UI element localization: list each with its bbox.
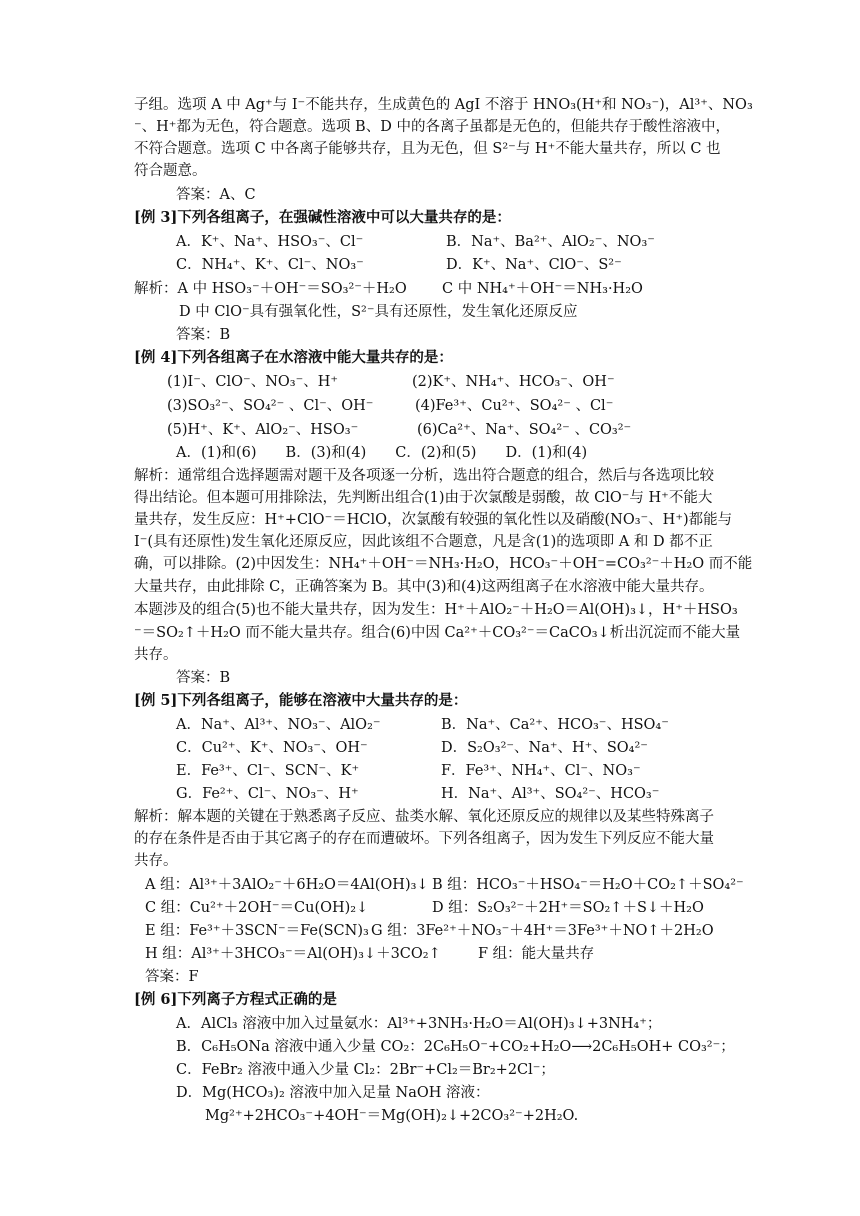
option-d: D．K⁺、Na⁺、ClO⁻、S²⁻ <box>446 257 622 273</box>
option-item: (6)Ca²⁺、Na⁺、SO₄²⁻ 、CO₃²⁻ <box>417 422 632 438</box>
reaction-line: A 组：Al³⁺＋3AlO₂⁻＋6H₂O＝4Al(OH)₃↓ <box>145 877 429 893</box>
option-c: C．Cu²⁺、K⁺、NO₃⁻、OH⁻ <box>176 740 368 756</box>
option-item: (2)K⁺、NH₄⁺、HCO₃⁻、OH⁻ <box>412 374 615 390</box>
example-5-title: [例 5]下列各组离子，能够在溶液中大量共存的是： <box>134 692 468 709</box>
analysis-line: D 中 ClO⁻具有强氧化性，S²⁻具有还原性，发生氧化还原反应 <box>179 304 578 320</box>
analysis-line: 本题涉及的组合(5)也不能大量共存，因为发生：H⁺＋AlO₂⁻＋H₂O＝Al(OH)₃↓，H⁺＋HSO₃ <box>134 602 738 618</box>
example-4-title: [例 4]下列各组离子在水溶液中能大量共存的是： <box>134 349 453 366</box>
reaction-line: F 组：能大量共存 <box>478 946 595 962</box>
analysis-line: 确，可以排除。(2)中因发生：NH₄⁺＋OH⁻＝NH₃·H₂O，HCO₃⁻＋OH⁻=CO₃²⁻＋H₂O 而不能 <box>134 556 753 572</box>
text-line: ⁻、H⁺都为无色，符合题意。选项 B、D 中的各离子虽都是无色的，但能共存于酸性溶液中， <box>134 119 730 135</box>
option-g: G．Fe²⁺、Cl⁻、NO₃⁻、H⁺ <box>176 786 359 802</box>
analysis-line: 量共存，发生反应：H⁺+ClO⁻＝HClO，次氯酸有较强的氧化性以及硝酸(NO₃⁻、H⁺)都能与 <box>134 512 733 528</box>
answer-line: 答案：B <box>176 670 231 686</box>
reaction-line: D 组：S₂O₃²⁻＋2H⁺＝SO₂↑＋S↓＋H₂O <box>432 900 704 916</box>
reaction-line: E 组：Fe³⁺＋3SCN⁻＝Fe(SCN)₃ <box>145 923 369 939</box>
option-b: B．C₆H₅ONa 溶液中通入少量 CO₂：2C₆H₅O⁻+CO₂+H₂O⟶2C₆H₅OH+ CO₃²⁻； <box>176 1039 735 1055</box>
analysis-line: I⁻(具有还原性)发生氧化还原反应，因此该组不合题意，凡是含(1)的选项即 A 和 D 都不正 <box>134 534 713 550</box>
analysis-line: C 中 NH₄⁺＋OH⁻＝NH₃·H₂O <box>442 281 643 297</box>
option-h: H．Na⁺、Al³⁺、SO₄²⁻、HCO₃⁻ <box>441 786 660 802</box>
option-c: C．FeBr₂ 溶液中通入少量 Cl₂：2Br⁻+Cl₂＝Br₂+2Cl⁻； <box>176 1062 555 1078</box>
equation-line: Mg²⁺+2HCO₃⁻+4OH⁻＝Mg(OH)₂↓+2CO₃²⁻+2H₂O. <box>205 1108 579 1124</box>
analysis-line: 得出结论。但本题可用排除法，先判断出组合(1)由于次氯酸是弱酸，故 ClO⁻与 H⁺不能大 <box>134 490 713 506</box>
option-a: A．K⁺、Na⁺、HSO₃⁻、Cl⁻ <box>176 234 364 250</box>
option-f: F．Fe³⁺、NH₄⁺、Cl⁻、NO₃⁻ <box>441 763 641 779</box>
answer-line: 答案：B <box>176 327 231 343</box>
choices-line: A．(1)和(6) B．(3)和(4) C．(2)和(5) D．(1)和(4) <box>176 445 588 461</box>
option-b: B．Na⁺、Ba²⁺、AlO₂⁻、NO₃⁻ <box>446 234 655 250</box>
analysis-line: 的存在条件是否由于其它离子的存在而遭破坏。下列各组离子，因为发生下列反应不能大量 <box>134 831 714 847</box>
option-e: E．Fe³⁺、Cl⁻、SCN⁻、K⁺ <box>176 763 360 779</box>
reaction-line: B 组：HCO₃⁻＋HSO₄⁻＝H₂O＋CO₂↑＋SO₄²⁻ <box>432 877 744 893</box>
analysis-line: 解析：A 中 HSO₃⁻＋OH⁻＝SO₃²⁻＋H₂O <box>134 281 407 297</box>
option-d: D．Mg(HCO₃)₂ 溶液中加入足量 NaOH 溶液： <box>176 1085 490 1101</box>
option-b: B．Na⁺、Ca²⁺、HCO₃⁻、HSO₄⁻ <box>441 717 669 733</box>
analysis-line: 共存。 <box>134 647 178 663</box>
reaction-line: H 组：Al³⁺＋3HCO₃⁻＝Al(OH)₃↓＋3CO₂↑ <box>145 946 441 962</box>
option-item: (1)I⁻、ClO⁻、NO₃⁻、H⁺ <box>167 374 339 390</box>
text-line: 不符合题意。选项 C 中各离子能够共存，且为无色，但 S²⁻与 H⁺不能大量共存，所以 C 也 <box>134 141 721 157</box>
option-item: (4)Fe³⁺、Cu²⁺、SO₄²⁻ 、Cl⁻ <box>415 398 614 414</box>
text-line: 子组。选项 A 中 Ag⁺与 I⁻不能共存，生成黄色的 AgI 不溶于 HNO₃(H⁺和 NO₃⁻)，Al³⁺、NO₃ <box>134 97 753 113</box>
analysis-line: 共存。 <box>134 853 178 869</box>
option-a: A．AlCl₃ 溶液中加入过量氨水：Al³⁺+3NH₃·H₂O＝Al(OH)₃↓+3NH₄⁺； <box>176 1016 662 1032</box>
option-d: D．S₂O₃²⁻、Na⁺、H⁺、SO₄²⁻ <box>441 740 648 756</box>
analysis-line: ⁻＝SO₂↑＋H₂O 而不能大量共存。组合(6)中因 Ca²⁺＋CO₃²⁻＝CaCO₃↓析出沉淀而不能大量 <box>134 625 741 641</box>
example-6-title: [例 6]下列离子方程式正确的是 <box>134 991 337 1008</box>
reaction-line: C 组：Cu²⁺＋2OH⁻＝Cu(OH)₂↓ <box>145 900 369 916</box>
option-a: A．Na⁺、Al³⁺、NO₃⁻、AlO₂⁻ <box>176 717 381 733</box>
option-item: (5)H⁺、K⁺、AlO₂⁻、HSO₃⁻ <box>167 422 359 438</box>
text-line: 符合题意。 <box>134 163 207 179</box>
example-3-title: [例 3]下列各组离子，在强碱性溶液中可以大量共存的是： <box>134 209 511 226</box>
analysis-line: 大量共存，由此排除 C，正确答案为 B。其中(3)和(4)这两组离子在水溶液中能大量共存。 <box>134 579 714 595</box>
analysis-line: 解析：解本题的关键在于熟悉离子反应、盐类水解、氧化还原反应的规律以及某些特殊离子 <box>134 809 714 825</box>
option-c: C．NH₄⁺、K⁺、Cl⁻、NO₃⁻ <box>176 257 364 273</box>
answer-line: 答案：A、C <box>176 187 256 203</box>
analysis-line: 解析：通常组合选择题需对题干及各项逐一分析，选出符合题意的组合，然后与各选项比较 <box>134 468 714 484</box>
option-item: (3)SO₃²⁻、SO₄²⁻ 、Cl⁻、OH⁻ <box>167 398 374 414</box>
answer-line: 答案：F <box>145 969 199 985</box>
reaction-line: G 组：3Fe²⁺＋NO₃⁻＋4H⁺＝3Fe³⁺＋NO↑＋2H₂O <box>371 923 714 939</box>
